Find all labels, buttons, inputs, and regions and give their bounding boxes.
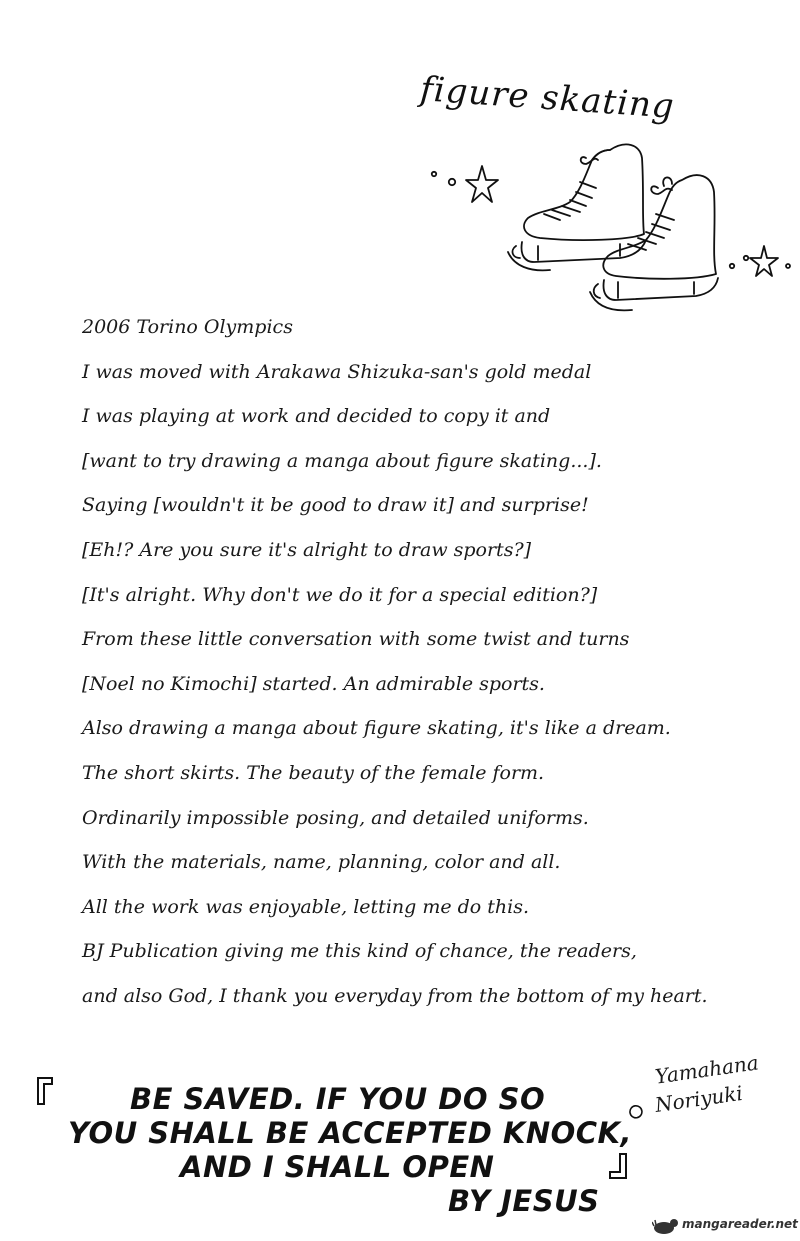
star-icon [466, 166, 498, 202]
letter-line: BJ Publication giving me this kind of chance, the readers, [82, 940, 637, 963]
letter-line: I was playing at work and decided to copy it and [82, 405, 551, 428]
letter-line: [Eh!? Are you sure it's alright to draw sports?] [82, 538, 532, 561]
quote-line: AND I SHALL OPEN [180, 1150, 495, 1184]
sparkle-dot-icon [786, 264, 790, 268]
afterword-letter [82, 312, 782, 1026]
sparkle-dot-icon [744, 256, 748, 260]
letter-line: All the work was enjoyable, letting me do this. [82, 895, 530, 918]
sparkle-dot-icon [449, 179, 455, 185]
letter-line: From these little conversation with some twist and turns [82, 628, 630, 651]
signature-line: Noriyuki [653, 1080, 745, 1117]
star-icon [750, 246, 778, 276]
signature-line: Yamahana [653, 1050, 760, 1089]
figure-skates-illustration [420, 130, 800, 320]
letter-line: Also drawing a manga about figure skating, it's like a dream. [82, 717, 671, 740]
letter-line: 2006 Torino Olympics [82, 316, 293, 338]
author-signature [616, 1047, 794, 1140]
quote-line: BY JESUS [448, 1184, 600, 1218]
letter-line: Ordinarily impossible posing, and detailed uniforms. [82, 806, 589, 829]
closing-quote [30, 1078, 640, 1228]
skate-left-icon [508, 144, 646, 270]
sparkle-dot-icon [432, 172, 436, 176]
letter-line: [want to try drawing a manga about figure skating...]. [82, 449, 602, 472]
letter-line: The short skirts. The beauty of the female form. [82, 761, 545, 784]
watermark-text: mangareader.net [682, 1217, 798, 1231]
letter-line: Saying [wouldn't it be good to draw it] and surprise! [82, 494, 589, 517]
page-title: figure skating [418, 69, 676, 127]
mascot-icon [652, 1216, 680, 1236]
quote-line: BE SAVED. IF YOU DO SO [130, 1082, 546, 1116]
quote-line: YOU SHALL BE ACCEPTED KNOCK, [68, 1116, 633, 1150]
letter-line: and also God, I thank you everyday from the bottom of my heart. [82, 984, 708, 1007]
letter-line: [Noel no Kimochi] started. An admirable sports. [82, 672, 545, 695]
letter-line: I was moved with Arakawa Shizuka-san's gold medal [82, 360, 592, 383]
sparkle-dot-icon [730, 264, 734, 268]
skate-right-icon [590, 175, 718, 310]
signature-circle-icon [627, 1103, 645, 1121]
letter-line: [It's alright. Why don't we do it for a special edition?] [82, 583, 598, 606]
watermark [650, 1214, 800, 1238]
letter-line: With the materials, name, planning, color and all. [82, 851, 561, 874]
